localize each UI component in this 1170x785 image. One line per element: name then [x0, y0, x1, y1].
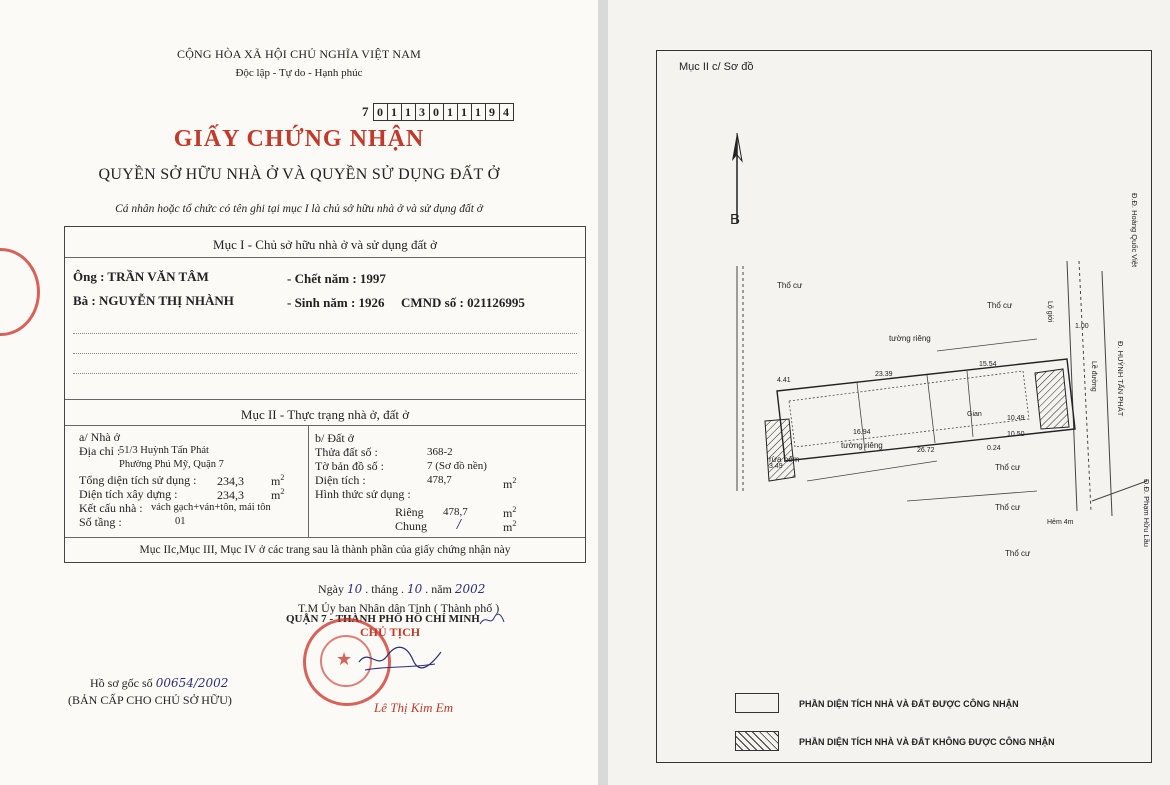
seal-star-icon: ★ — [336, 649, 353, 669]
dimension-label: 26.72 — [917, 447, 935, 454]
land-map-sheet-value: 7 (Sơ đồ nền) — [427, 460, 487, 472]
serial-digit: 0 — [429, 103, 443, 121]
unit-sup: 2 — [280, 473, 285, 482]
land-shared-value: / — [457, 517, 462, 531]
legend-recognized-label: PHẦN DIỆN TÍCH NHÀ VÀ ĐẤT ĐƯỢC CÔNG NHẬN — [799, 699, 1019, 709]
label-tho-cu-2: Thổ cư — [995, 463, 1021, 472]
label-gian: Gian — [967, 411, 982, 418]
certificate-subtitle: QUYỀN SỞ HỮU NHÀ Ở VÀ QUYỀN SỬ DỤNG ĐẤT Ở — [98, 166, 500, 183]
serial-digit: 1 — [443, 103, 457, 121]
land-private-label: Riêng — [395, 505, 424, 519]
label-tuong-rieng-2: tường riêng — [841, 441, 883, 450]
file-number-label: Hồ sơ gốc số — [90, 676, 153, 690]
chairman-signature — [355, 640, 445, 680]
label-lo-gioi: Lộ giới — [1046, 301, 1053, 323]
dimension-label: 15.54 — [979, 361, 997, 368]
certificate-intro: Cá nhân hoặc tổ chức có tên ghi tại mục I là chủ sở hữu nhà ở và sử dụng đất ở — [115, 203, 483, 215]
dimension-label: 1.00 — [1075, 323, 1089, 330]
file-number-value: 00654/2002 — [155, 676, 229, 690]
house-floors-label: Số tầng : — [79, 515, 122, 529]
label-tho-cu-5: Thổ cư — [777, 281, 803, 290]
serial-digit: 1 — [457, 103, 471, 121]
land-map-sheet-label: Tờ bản đồ số : — [315, 459, 385, 473]
date-month: 10 — [406, 582, 423, 596]
dimension-label: 10.49 — [1007, 415, 1025, 422]
house-address-line-2: Phường Phú Mỹ, Quận 7 — [119, 459, 224, 470]
section-2-title: Mục II - Thực trạng nhà ở, đất ở — [240, 407, 410, 422]
label-hem-1: rừa hẻm — [769, 455, 800, 464]
house-address-label: Địa chỉ : — [79, 444, 121, 458]
diagram-section-title: Mục II c/ Sơ đồ — [679, 61, 754, 73]
date-month-label: . tháng . — [365, 582, 404, 596]
house-heading: a/ Nhà ở — [79, 430, 120, 444]
house-structure-label: Kết cấu nhà : — [79, 501, 143, 515]
house-built-area-unit — [271, 487, 284, 503]
owner-1-death-year: - Chết năm : 1997 — [287, 271, 386, 286]
date-prefix: Ngày — [318, 582, 344, 596]
serial-digit: 9 — [485, 103, 499, 121]
dimension-label: 16.94 — [853, 429, 871, 436]
date-year-label: . năm — [425, 582, 452, 596]
unit-label: m — [271, 488, 281, 502]
initial-mark — [478, 612, 506, 628]
serial-digit: 1 — [401, 103, 415, 121]
unit-sup: 2 — [512, 476, 517, 485]
dimension-label: 23.39 — [875, 371, 893, 378]
dimension-label: 10.50 — [1007, 431, 1025, 438]
legend-recognized-swatch — [735, 693, 779, 713]
dimension-label: 0.24 — [987, 445, 1001, 452]
house-total-area-value: 234,3 — [217, 474, 244, 488]
certificate-title: GIẤY CHỨNG NHẬN — [173, 126, 425, 152]
unit-label: m — [503, 520, 513, 534]
serial-digit: 3 — [415, 103, 429, 121]
serial-digit: 1 — [387, 103, 401, 121]
land-use-label: Hình thức sử dụng : — [315, 487, 411, 501]
north-label: B — [730, 211, 741, 228]
land-parcel-value: 368-2 — [427, 446, 453, 458]
copy-note: (BẢN CẤP CHO CHỦ SỞ HỮU) — [68, 693, 232, 707]
owner-2-name: Bà : NGUYỄN THỊ NHÀNH — [73, 293, 234, 308]
section-footnote: Mục IIc,Mục III, Mục IV ở các trang sau là thành phần của giấy chứng nhận này — [139, 544, 511, 556]
serial-lead: 7 — [362, 104, 369, 119]
unit-sup: 2 — [512, 505, 517, 514]
house-built-area-label: Diện tích xây dựng : — [79, 487, 178, 501]
legend-not-recognized-label: PHẦN DIỆN TÍCH NHÀ VÀ ĐẤT KHÔNG ĐƯỢC CÔNG NHẬN — [799, 737, 1055, 747]
diagram-frame — [656, 50, 1152, 763]
legend-not-recognized-swatch — [735, 731, 779, 751]
certificate-diagram-page — [608, 0, 1170, 785]
side-seal-stamp — [0, 248, 40, 336]
serial-digit: 4 — [499, 103, 514, 121]
land-area-value: 478,7 — [427, 474, 452, 486]
authority-line-1: T.M Ủy ban Nhân dân Tỉnh ( Thành phố ) — [298, 601, 500, 615]
house-total-area-label: Tổng diện tích sử dụng : — [79, 473, 197, 487]
unit-label: m — [503, 477, 513, 491]
house-structure-value: vách gạch+ván+tôn, mái tôn — [151, 502, 271, 513]
label-tuong-rieng-1: tường riêng — [889, 334, 931, 343]
unit-sup: 2 — [512, 519, 517, 528]
label-hem-2: Hẻm 4m — [1047, 519, 1074, 526]
land-parcel-label: Thửa đất số : — [315, 445, 378, 459]
land-shared-label: Chung — [395, 519, 428, 533]
section-1-title: Mục I - Chủ sở hữu nhà ở và sử dụng đất ở — [213, 237, 437, 252]
date-year: 2002 — [454, 582, 486, 596]
label-tho-cu-3: Thổ cư — [995, 503, 1021, 512]
date-day: 10 — [347, 582, 363, 596]
unit-label: m — [271, 474, 281, 488]
street-huynh-tan-phat: Đ. HUỲNH TẤN PHÁT — [1116, 341, 1125, 417]
land-private-value: 478,7 — [443, 506, 468, 518]
site-plan-drawing — [707, 251, 1147, 571]
file-number-row — [90, 676, 228, 691]
house-address-line-1: 51/3 Huỳnh Tấn Phát — [119, 445, 209, 456]
land-shared-unit — [503, 519, 516, 535]
chairman-title: CHỦ TỊCH — [360, 625, 421, 639]
issue-date — [318, 582, 485, 597]
certificate-frame — [64, 226, 586, 563]
unit-sup: 2 — [280, 487, 285, 496]
serial-number — [362, 103, 514, 121]
national-header: CỘNG HÒA XÃ HỘI CHỦ NGHĨA VIỆT NAM — [176, 47, 422, 61]
house-floors-value: 01 — [175, 516, 186, 527]
land-heading: b/ Đất ở — [315, 431, 355, 445]
dimension-label: 3.49 — [769, 463, 783, 470]
unit-label: m — [503, 506, 513, 520]
label-tho-cu-1: Thổ cư — [987, 301, 1013, 310]
signer-name: Lê Thị Kim Em — [374, 700, 454, 715]
land-area-label: Diện tích : — [315, 473, 366, 487]
owner-2-id-number: CMND số : 021126995 — [401, 295, 525, 310]
land-area-unit — [503, 476, 516, 492]
serial-digit: 0 — [373, 103, 387, 121]
label-le-duong: Lề đường — [1090, 361, 1097, 392]
dimension-label: 4.41 — [777, 377, 791, 384]
authority-line-2: QUẬN 7 - THÀNH PHỐ HỒ CHÍ MINH — [286, 613, 480, 625]
owner-2-birth-year: - Sinh năm : 1926 — [287, 295, 385, 310]
serial-digit: 1 — [471, 103, 485, 121]
label-tho-cu-4: Thổ cư — [1005, 549, 1031, 558]
house-built-area-value: 234,3 — [217, 488, 244, 502]
street-hoang-quoc-viet: Đ.Đ. Hoàng Quốc Việt — [1130, 193, 1139, 268]
street-pham-huu-lau: Đ.Đ. Phạm Hữu Lầu — [1142, 479, 1151, 547]
national-motto: Độc lập - Tự do - Hạnh phúc — [235, 67, 363, 79]
owner-1-name: Ông : TRẦN VĂN TÂM — [73, 269, 209, 284]
